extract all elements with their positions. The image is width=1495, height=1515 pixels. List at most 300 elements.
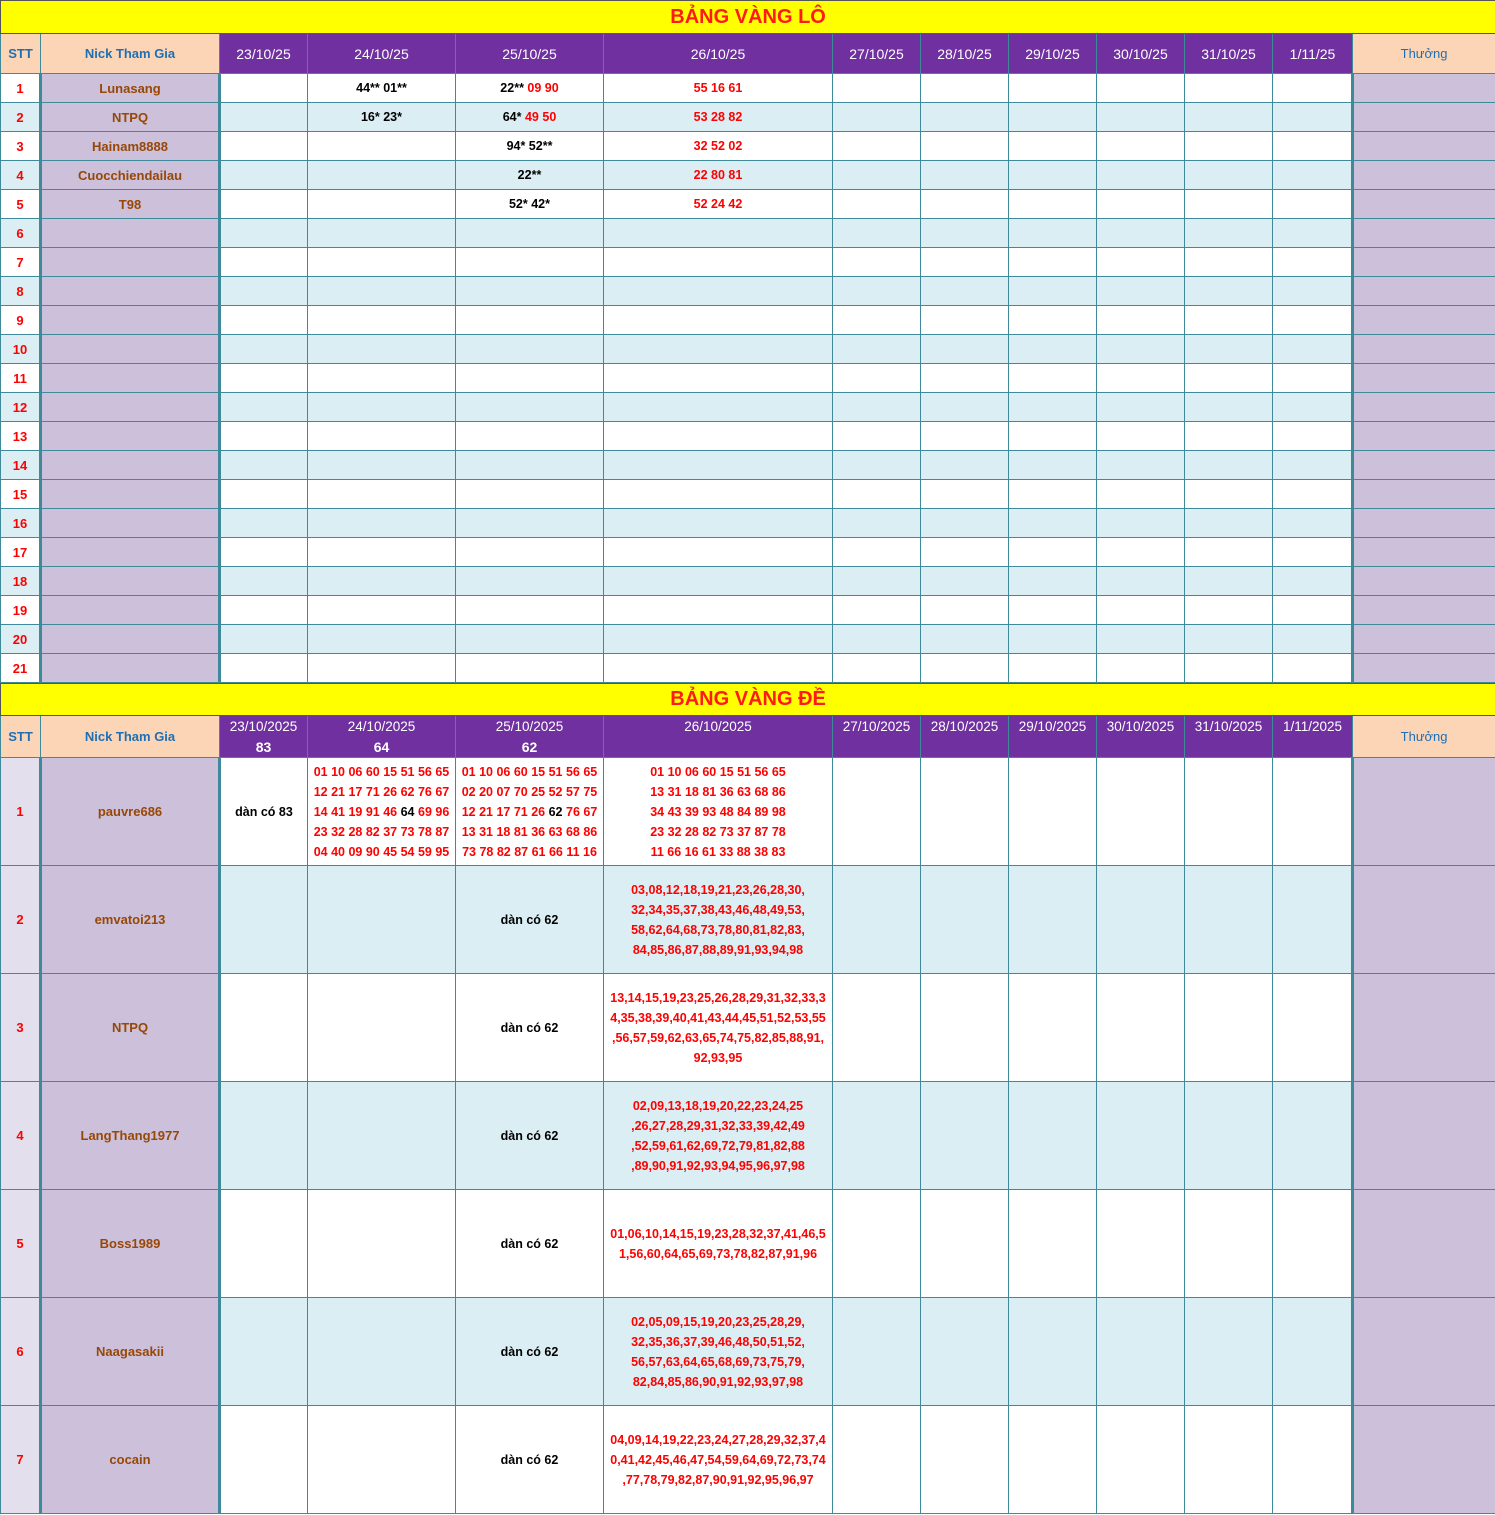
date-cell — [833, 1406, 921, 1514]
date-cell — [220, 1190, 308, 1298]
date-cell — [1097, 1406, 1185, 1514]
date-cell — [456, 393, 604, 422]
date-cell — [833, 219, 921, 248]
nick-name: Hainam8888 — [41, 132, 220, 161]
number-line: 32,35,36,37,39,46,48,50,51,52, — [631, 1334, 805, 1349]
de-result-empty — [833, 737, 921, 758]
date-cell — [921, 277, 1009, 306]
de-header-date: 31/10/2025 — [1185, 716, 1273, 737]
date-cell — [1273, 277, 1353, 306]
date-cell — [308, 161, 456, 190]
number-text: 12 21 17 71 26 — [461, 804, 549, 819]
date-cell — [456, 625, 604, 654]
date-cell — [1185, 1082, 1273, 1190]
date-cell — [456, 538, 604, 567]
table-row — [1, 74, 1495, 103]
date-cell — [308, 625, 456, 654]
date-cell — [1097, 567, 1185, 596]
date-cell — [1097, 161, 1185, 190]
row-stt: 6 — [1, 219, 41, 248]
date-cell — [833, 1190, 921, 1298]
date-cell — [456, 596, 604, 625]
prize-cell — [1353, 335, 1495, 364]
date-cell — [220, 654, 308, 683]
table-row — [1, 1190, 1495, 1298]
date-cell — [308, 277, 456, 306]
date-cell — [1009, 509, 1097, 538]
nick-name — [41, 219, 220, 248]
date-cell — [1009, 422, 1097, 451]
number-line: 01 10 06 60 15 51 56 65 — [650, 764, 786, 779]
nick-name — [41, 654, 220, 683]
prize-cell — [1353, 306, 1495, 335]
prize-cell — [1353, 866, 1495, 974]
date-cell — [921, 866, 1009, 974]
date-cell — [1273, 625, 1353, 654]
number-line — [456, 782, 603, 802]
number-text: 49 50 — [524, 110, 557, 124]
date-cell — [604, 1190, 833, 1298]
date-cell — [308, 1190, 456, 1298]
date-cell — [604, 509, 833, 538]
lo-header-date: 23/10/25 — [220, 34, 308, 74]
date-cell — [921, 132, 1009, 161]
date-cell — [1009, 451, 1097, 480]
row-stt: 7 — [1, 248, 41, 277]
row-stt: 9 — [1, 306, 41, 335]
date-cell — [220, 451, 308, 480]
date-cell — [1185, 393, 1273, 422]
row-stt: 19 — [1, 596, 41, 625]
date-cell — [1009, 161, 1097, 190]
date-cell — [1009, 103, 1097, 132]
prize-cell — [1353, 538, 1495, 567]
date-cell — [1097, 132, 1185, 161]
nick-name: Lunasang — [41, 74, 220, 103]
date-cell — [456, 335, 604, 364]
de-result-empty — [1097, 737, 1185, 758]
date-cell — [1009, 219, 1097, 248]
number-line: 02,09,13,18,19,20,22,23,24,25 — [632, 1098, 804, 1113]
date-cell — [604, 538, 833, 567]
table-row — [1, 1298, 1495, 1406]
number-line — [308, 842, 455, 862]
date-cell — [308, 1406, 456, 1514]
date-cell — [921, 248, 1009, 277]
nick-name — [41, 364, 220, 393]
date-cell — [1185, 625, 1273, 654]
date-cell — [1009, 596, 1097, 625]
date-cell — [921, 103, 1009, 132]
date-cell — [1097, 306, 1185, 335]
date-cell — [921, 654, 1009, 683]
date-cell — [921, 335, 1009, 364]
date-cell — [1185, 654, 1273, 683]
number-text: 04 40 09 90 45 54 59 95 — [313, 844, 450, 859]
row-stt: 1 — [1, 74, 41, 103]
nick-name — [41, 596, 220, 625]
table-row — [1, 335, 1495, 364]
date-cell — [1097, 480, 1185, 509]
number-text: 94* 52** — [506, 139, 553, 153]
nick-name — [41, 538, 220, 567]
number-line: 0,41,42,45,46,47,54,59,64,69,72,73,74 — [610, 1452, 826, 1467]
date-cell — [220, 567, 308, 596]
date-cell — [308, 422, 456, 451]
date-cell — [921, 1298, 1009, 1406]
date-cell — [1185, 451, 1273, 480]
number-text: 22** — [517, 168, 542, 182]
number-line: 32,34,35,37,38,43,46,48,49,53, — [631, 902, 805, 917]
de-header-date: 26/10/2025 — [604, 716, 833, 737]
date-cell — [1009, 335, 1097, 364]
prize-cell — [1353, 190, 1495, 219]
date-cell — [308, 1298, 456, 1406]
table-row — [1, 758, 1495, 866]
date-cell — [1185, 74, 1273, 103]
de-header-stt: STT — [1, 716, 41, 758]
date-cell — [921, 1190, 1009, 1298]
date-cell — [1009, 625, 1097, 654]
date-cell — [1273, 480, 1353, 509]
number-line — [456, 762, 603, 782]
date-cell — [833, 625, 921, 654]
number-line: ,26,27,28,29,31,32,33,39,42,49 — [631, 1118, 805, 1133]
date-cell — [1273, 654, 1353, 683]
de-result-empty — [1185, 737, 1273, 758]
date-cell — [921, 974, 1009, 1082]
date-cell — [1273, 74, 1353, 103]
nick-name — [41, 567, 220, 596]
date-cell: dàn có 62 — [456, 1406, 604, 1514]
date-cell — [220, 625, 308, 654]
row-stt: 15 — [1, 480, 41, 509]
prize-cell — [1353, 1082, 1495, 1190]
date-cell — [921, 422, 1009, 451]
de-header-date: 23/10/2025 — [220, 716, 308, 737]
lo-header-date: 27/10/25 — [833, 34, 921, 74]
de-header-date: 30/10/2025 — [1097, 716, 1185, 737]
date-cell — [921, 161, 1009, 190]
prize-cell — [1353, 625, 1495, 654]
date-cell — [604, 451, 833, 480]
date-cell — [1009, 654, 1097, 683]
date-cell — [220, 74, 308, 103]
date-cell — [833, 132, 921, 161]
number-line — [308, 822, 455, 842]
nick-name: T98 — [41, 190, 220, 219]
date-cell — [1273, 219, 1353, 248]
date-cell: 44** 01** — [308, 74, 456, 103]
prize-cell — [1353, 567, 1495, 596]
row-stt: 2 — [1, 866, 41, 974]
date-cell — [220, 306, 308, 335]
number-line: ,89,90,91,92,93,94,95,96,97,98 — [631, 1158, 805, 1173]
date-cell — [220, 335, 308, 364]
date-cell — [456, 277, 604, 306]
lo-header-date: 25/10/25 — [456, 34, 604, 74]
date-cell — [1185, 161, 1273, 190]
date-cell — [1009, 277, 1097, 306]
row-stt: 3 — [1, 132, 41, 161]
date-cell — [1009, 1406, 1097, 1514]
date-cell — [1185, 103, 1273, 132]
date-cell — [1185, 248, 1273, 277]
number-line: ,56,57,59,62,63,65,74,75,82,85,88,91, — [612, 1030, 824, 1045]
date-cell — [1009, 758, 1097, 866]
date-cell — [833, 654, 921, 683]
prize-cell — [1353, 480, 1495, 509]
nick-name — [41, 277, 220, 306]
date-cell — [1097, 190, 1185, 219]
date-cell — [1185, 335, 1273, 364]
date-cell — [308, 335, 456, 364]
date-cell — [604, 974, 833, 1082]
table-row — [1, 596, 1495, 625]
date-cell — [1273, 422, 1353, 451]
date-cell — [833, 451, 921, 480]
date-cell — [1009, 1190, 1097, 1298]
row-stt: 18 — [1, 567, 41, 596]
number-text: 52* 42* — [508, 197, 550, 211]
number-line: 13 31 18 81 36 63 68 86 — [650, 784, 786, 799]
row-stt: 17 — [1, 538, 41, 567]
number-line: 13,14,15,19,23,25,26,28,29,31,32,33,3 — [610, 990, 826, 1005]
date-cell — [1185, 596, 1273, 625]
date-cell — [1273, 1190, 1353, 1298]
de-header-date: 28/10/2025 — [921, 716, 1009, 737]
number-text: 69 96 — [414, 804, 450, 819]
date-cell — [308, 248, 456, 277]
date-cell — [604, 1298, 833, 1406]
nick-name: pauvre686 — [41, 758, 220, 866]
number-text: 64* — [502, 110, 522, 124]
date-cell — [308, 758, 456, 866]
date-cell — [1097, 1298, 1185, 1406]
date-cell: 53 28 82 — [604, 103, 833, 132]
date-cell — [921, 480, 1009, 509]
date-cell — [604, 248, 833, 277]
date-cell — [220, 1406, 308, 1514]
table-row — [1, 538, 1495, 567]
date-cell — [1097, 248, 1185, 277]
nick-name: NTPQ — [41, 974, 220, 1082]
prize-cell — [1353, 758, 1495, 866]
de-header-nick: Nick Tham Gia — [41, 716, 220, 758]
date-cell — [456, 364, 604, 393]
date-cell — [604, 422, 833, 451]
de-header-date: 29/10/2025 — [1009, 716, 1097, 737]
prize-cell — [1353, 393, 1495, 422]
table-row — [1, 306, 1495, 335]
date-cell — [604, 758, 833, 866]
number-text: 02 20 07 70 25 52 57 75 — [461, 784, 598, 799]
date-cell — [1273, 509, 1353, 538]
lo-header-date: 26/10/25 — [604, 34, 833, 74]
nick-name: Cuocchiendailau — [41, 161, 220, 190]
date-cell — [220, 190, 308, 219]
date-cell — [1273, 1298, 1353, 1406]
date-cell — [1185, 1190, 1273, 1298]
date-cell — [1097, 538, 1185, 567]
date-cell — [1009, 480, 1097, 509]
date-cell — [921, 509, 1009, 538]
date-cell — [456, 306, 604, 335]
date-cell — [1273, 758, 1353, 866]
date-cell — [1097, 625, 1185, 654]
date-cell — [833, 364, 921, 393]
date-cell — [1185, 866, 1273, 974]
date-cell — [833, 758, 921, 866]
date-cell — [833, 248, 921, 277]
row-stt: 21 — [1, 654, 41, 683]
row-stt: 4 — [1, 161, 41, 190]
nick-name — [41, 625, 220, 654]
date-cell — [833, 190, 921, 219]
de-header-date: 25/10/2025 — [456, 716, 604, 737]
date-cell: dàn có 62 — [456, 1190, 604, 1298]
number-line — [456, 822, 603, 842]
de-title: BẢNG VÀNG ĐỀ — [1, 684, 1495, 716]
nick-name — [41, 393, 220, 422]
date-cell — [1009, 393, 1097, 422]
date-cell — [220, 248, 308, 277]
date-cell — [1185, 422, 1273, 451]
number-text: 73 78 82 87 61 66 11 16 — [462, 844, 597, 859]
date-cell — [220, 277, 308, 306]
number-line: 58,62,64,68,73,78,80,81,82,83, — [631, 922, 805, 937]
date-cell — [1273, 161, 1353, 190]
date-cell — [1185, 1406, 1273, 1514]
number-line: 34 43 39 93 48 84 89 98 — [650, 804, 786, 819]
date-cell — [1185, 1298, 1273, 1406]
nick-name — [41, 509, 220, 538]
nick-name: Boss1989 — [41, 1190, 220, 1298]
row-stt: 10 — [1, 335, 41, 364]
date-cell — [833, 161, 921, 190]
date-cell — [220, 161, 308, 190]
date-cell — [833, 538, 921, 567]
date-cell — [833, 335, 921, 364]
date-cell — [921, 451, 1009, 480]
prize-cell — [1353, 1298, 1495, 1406]
date-cell — [1097, 596, 1185, 625]
lo-table — [0, 0, 1495, 683]
row-stt: 8 — [1, 277, 41, 306]
date-cell — [1185, 480, 1273, 509]
date-cell — [833, 306, 921, 335]
table-row — [1, 422, 1495, 451]
date-cell: dàn có 62 — [456, 1298, 604, 1406]
nick-name — [41, 335, 220, 364]
date-cell — [1009, 132, 1097, 161]
prize-cell — [1353, 74, 1495, 103]
date-cell — [1097, 866, 1185, 974]
date-cell — [308, 364, 456, 393]
lo-header-date: 29/10/25 — [1009, 34, 1097, 74]
row-stt: 12 — [1, 393, 41, 422]
date-cell — [308, 190, 456, 219]
number-text: 76 67 — [562, 804, 598, 819]
date-cell — [604, 1082, 833, 1190]
date-cell — [308, 538, 456, 567]
prize-cell — [1353, 654, 1495, 683]
date-cell — [1273, 393, 1353, 422]
date-cell — [220, 1082, 308, 1190]
number-line: ,77,78,79,82,87,90,91,92,95,96,97 — [622, 1472, 814, 1487]
de-header-prize: Thưởng — [1353, 716, 1495, 758]
number-line — [456, 842, 603, 862]
date-cell — [308, 132, 456, 161]
date-cell — [1097, 103, 1185, 132]
date-cell — [456, 248, 604, 277]
date-cell — [1185, 277, 1273, 306]
number-text: 23 32 28 82 37 73 78 87 — [313, 824, 450, 839]
table-row — [1, 654, 1495, 683]
date-cell — [308, 866, 456, 974]
row-stt: 4 — [1, 1082, 41, 1190]
date-cell — [1097, 74, 1185, 103]
date-cell — [833, 74, 921, 103]
lo-header-prize: Thưởng — [1353, 34, 1495, 74]
prize-cell — [1353, 103, 1495, 132]
prize-cell — [1353, 248, 1495, 277]
date-cell — [1185, 974, 1273, 1082]
date-cell — [1009, 1082, 1097, 1190]
prize-cell — [1353, 974, 1495, 1082]
date-cell — [833, 422, 921, 451]
date-cell — [1273, 1082, 1353, 1190]
date-cell: dàn có 83 — [220, 758, 308, 866]
date-cell — [1185, 567, 1273, 596]
date-cell — [833, 1082, 921, 1190]
date-cell — [456, 422, 604, 451]
nick-name — [41, 422, 220, 451]
nick-name: cocain — [41, 1406, 220, 1514]
row-stt: 7 — [1, 1406, 41, 1514]
table-row — [1, 480, 1495, 509]
row-stt: 2 — [1, 103, 41, 132]
number-text: 01 10 06 60 15 51 56 65 — [313, 764, 450, 779]
date-cell — [308, 654, 456, 683]
date-cell — [308, 393, 456, 422]
date-cell — [921, 364, 1009, 393]
date-cell — [833, 393, 921, 422]
date-cell — [220, 132, 308, 161]
de-header-date: 24/10/2025 — [308, 716, 456, 737]
nick-name: NTPQ — [41, 103, 220, 132]
prize-cell — [1353, 161, 1495, 190]
date-cell: dàn có 62 — [456, 866, 604, 974]
date-cell — [1097, 422, 1185, 451]
date-cell — [921, 538, 1009, 567]
date-cell — [456, 190, 604, 219]
date-cell — [921, 190, 1009, 219]
date-cell — [456, 758, 604, 866]
table-row — [1, 190, 1495, 219]
date-cell — [1097, 509, 1185, 538]
de-table — [0, 683, 1495, 1514]
date-cell — [921, 625, 1009, 654]
row-stt: 14 — [1, 451, 41, 480]
date-cell — [921, 1406, 1009, 1514]
prize-cell — [1353, 277, 1495, 306]
lo-header-date: 30/10/25 — [1097, 34, 1185, 74]
date-cell — [921, 567, 1009, 596]
date-cell — [1273, 866, 1353, 974]
table-row — [1, 219, 1495, 248]
date-cell — [1097, 364, 1185, 393]
